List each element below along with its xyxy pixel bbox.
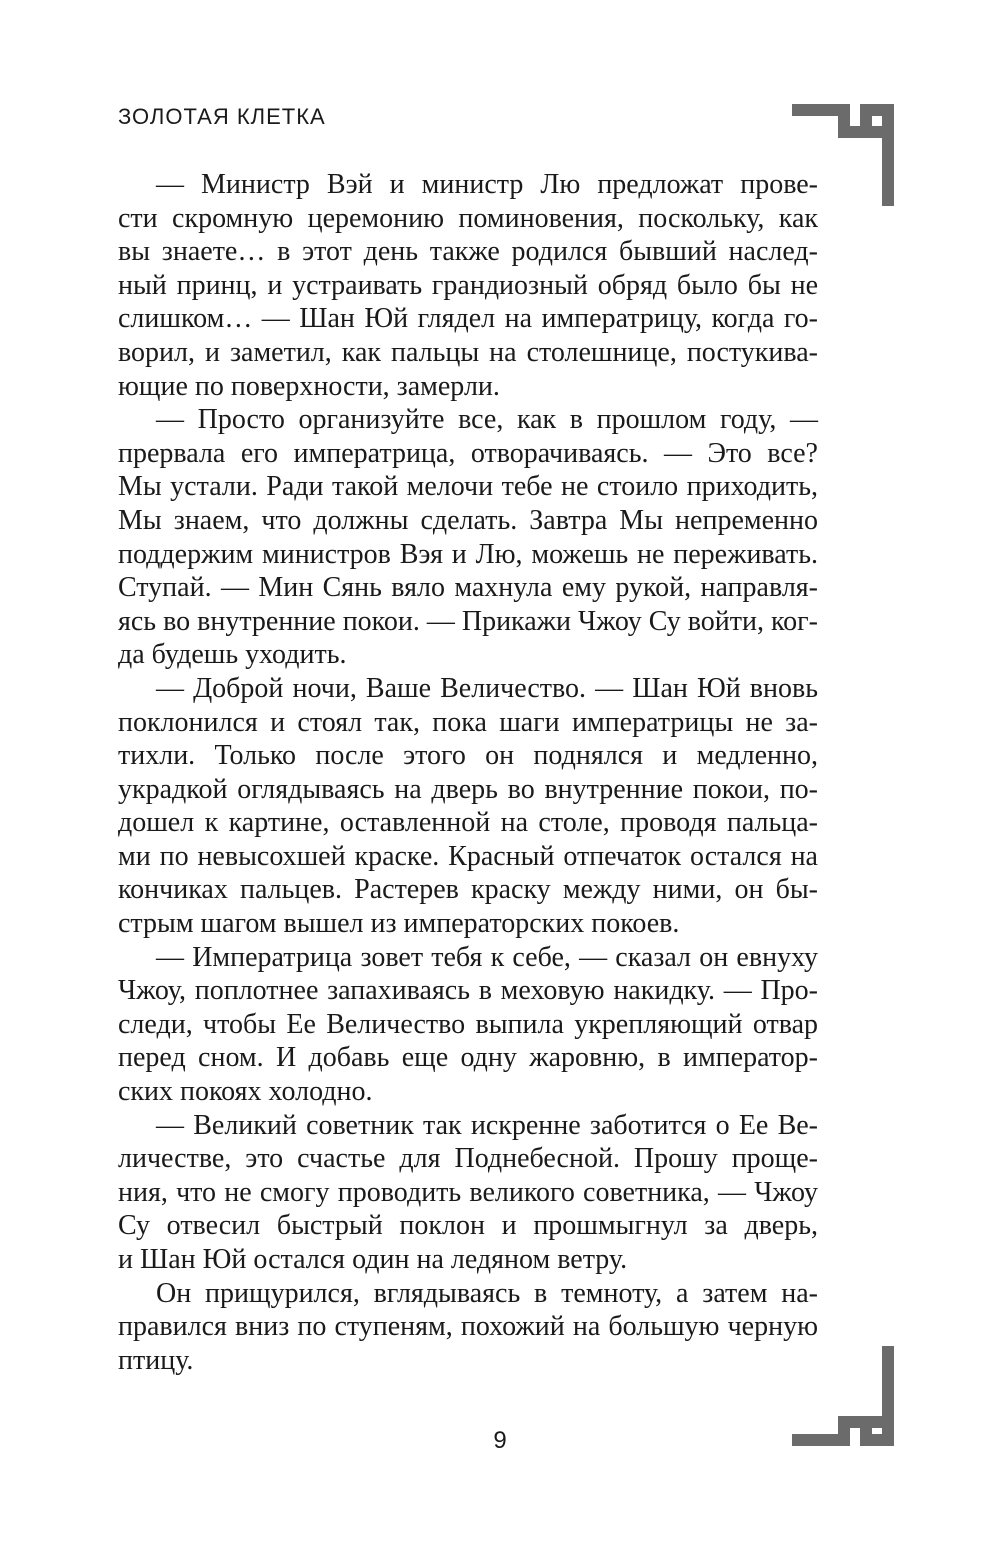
text-line: кончиках пальцев. Растерев краску между ними, он бы-	[118, 874, 818, 906]
text-line: Мы устали. Ради такой мелочи тебе не стоило приходить,	[118, 471, 818, 503]
text-line: — Просто организуйте все, как в прошлом году, —	[156, 404, 818, 436]
text-line: ния, что не смогу проводить великого советника, — Чжоу	[118, 1176, 818, 1208]
text-line: ми по невысохшей краске. Красный отпечаток остался на	[118, 840, 818, 872]
text-line: — Императрица зовет тебя к себе, — сказал он евнуху	[156, 941, 818, 973]
text-line: — Доброй ночи, Ваше Величество. — Шан Юй вновь	[156, 672, 818, 704]
text-line: прервала его императрица, отворачиваясь. — Это все?	[118, 437, 818, 469]
text-line: украдкой оглядываясь на дверь во внутренние покои, по-	[118, 773, 818, 805]
text-line: перед сном. И добавь еще одну жаровню, в император-	[118, 1042, 818, 1074]
text-line: поклонился и стоял так, пока шаги императрицы не за-	[118, 706, 818, 738]
text-line: вы знаете… в этот день также родился бывший наслед-	[118, 236, 818, 268]
text-line: Чжоу, поплотнее запахиваясь в меховую накидку. — Про-	[118, 975, 818, 1007]
text-line: Мы знаем, что должны сделать. Завтра Мы непременно	[118, 504, 818, 536]
text-line: ских покоях холодно.	[118, 1076, 373, 1108]
text-line: сти скромную церемонию поминовения, поскольку, как	[118, 202, 818, 234]
text-line: стрым шагом вышел из императорских покоев.	[118, 908, 680, 940]
text-line: Он прищурился, вглядываясь в темноту, а затем на-	[156, 1277, 818, 1309]
text-line: тихли. Только после этого он поднялся и медленно,	[118, 740, 818, 772]
text-line: Ступай. — Мин Сянь вяло махнула ему рукой, направля-	[118, 572, 818, 604]
text-line: — Министр Вэй и министр Лю предложат прове-	[156, 169, 818, 200]
text-line: личестве, это счастье для Поднебесной. Прошу проще-	[118, 1143, 818, 1175]
page-number: 9	[493, 1427, 507, 1454]
text-line: ворил, и заметил, как пальцы на столешнице, постукива-	[118, 336, 818, 368]
text-line: — Великий советник так искренне заботится о Ее Ве-	[156, 1109, 818, 1141]
text-line: и Шан Юй остался один на ледяном ветру.	[118, 1244, 628, 1275]
text-line: слишком… — Шан Юй глядел на императрицу, когда го-	[118, 303, 818, 335]
text-line: ный принц, и устраивать грандиозный обряд было бы не	[118, 269, 818, 301]
text-line: ясь во внутренние покои. — Прикажи Чжоу Су войти, ког-	[118, 605, 818, 637]
text-line: ющие по поверхности, замерли.	[118, 370, 500, 402]
text-line: дошел к картине, оставленной на столе, проводя пальца-	[118, 807, 818, 839]
text-line: поддержим министров Вэя и Лю, можешь не переживать.	[118, 538, 818, 570]
running-title: ЗОЛОТАЯ КЛЕТКА	[118, 104, 326, 129]
text-line: Су отвесил быстрый поклон и прошмыгнул за дверь,	[118, 1210, 818, 1242]
text-line: да будешь уходить.	[118, 639, 347, 671]
text-line: следи, чтобы Ее Величество выпила укрепляющий отвар	[118, 1008, 818, 1040]
text-line: птицу.	[118, 1344, 194, 1376]
body-text	[118, 168, 818, 1377]
text-line: правился вниз по ступеням, похожий на большую черную	[118, 1311, 818, 1343]
